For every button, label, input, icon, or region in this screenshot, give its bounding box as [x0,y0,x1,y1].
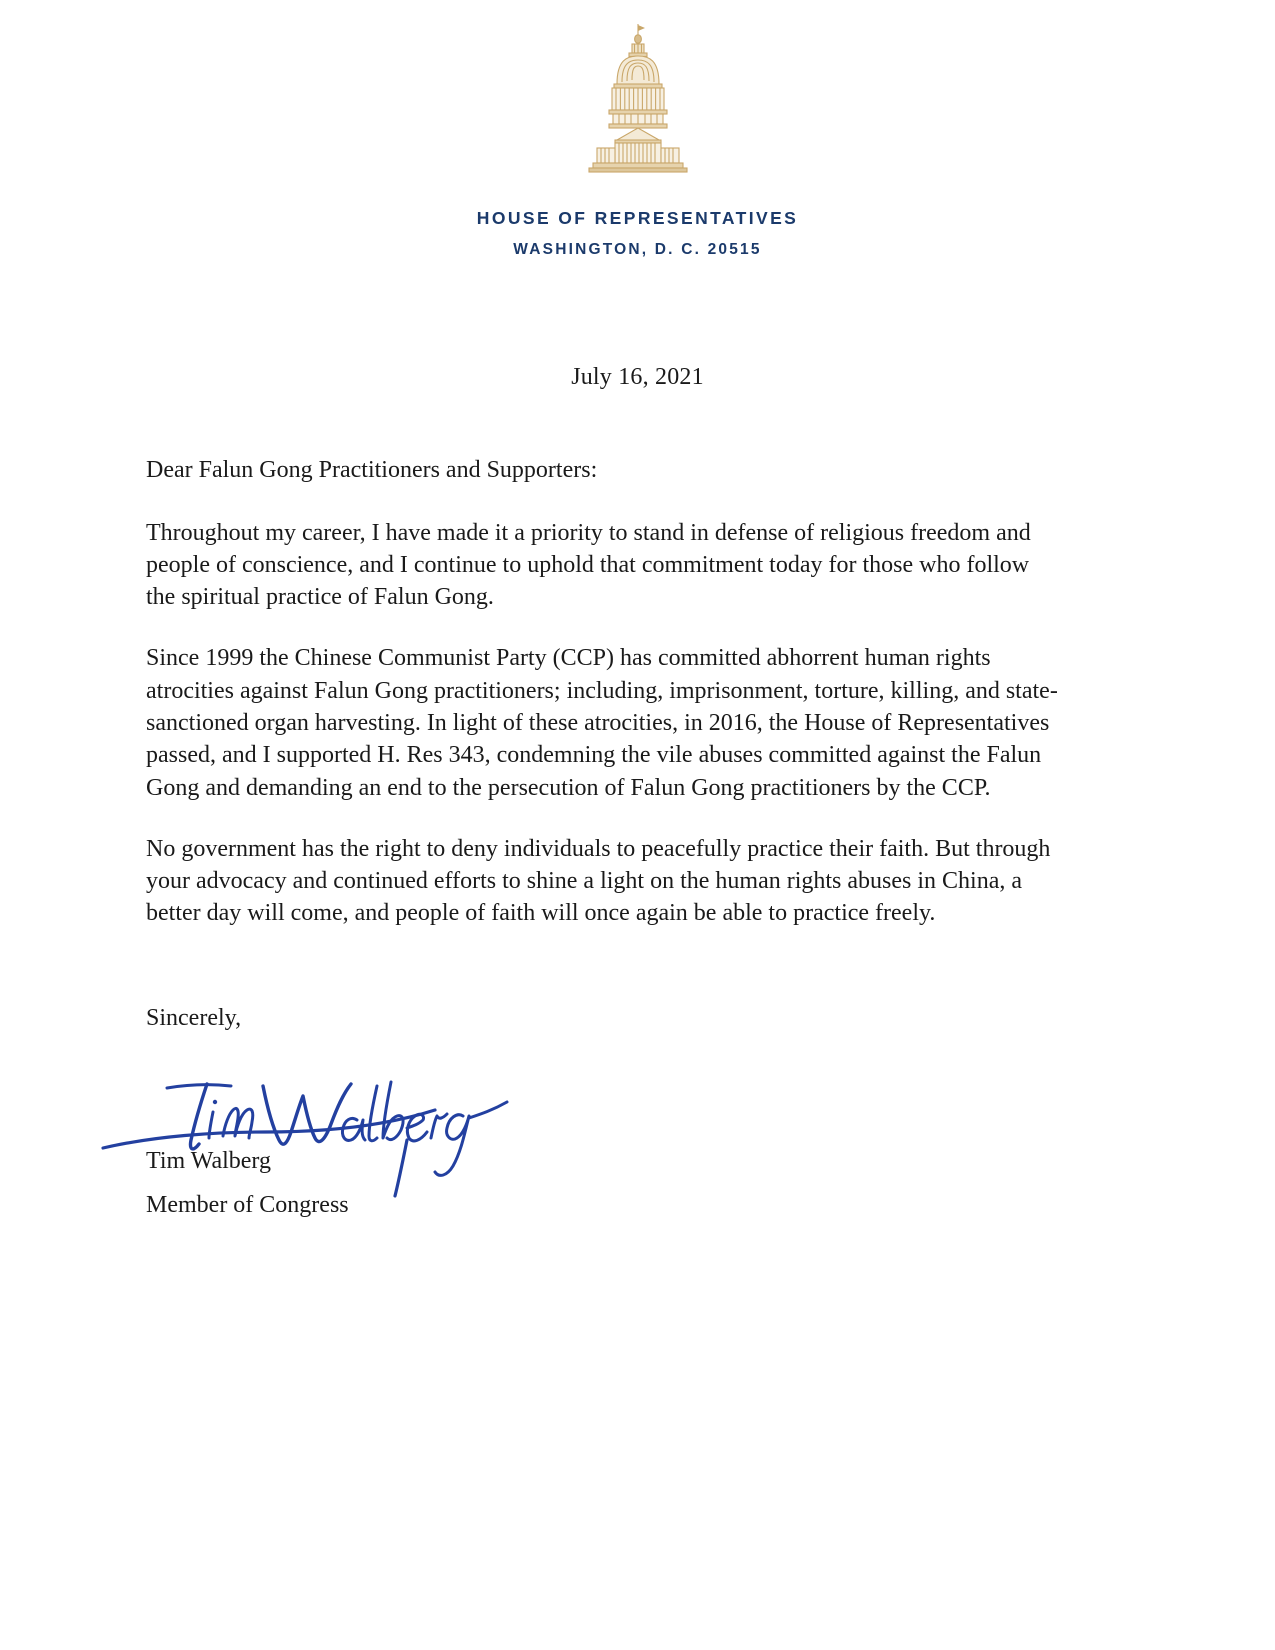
closing-salutation: Sincerely, [146,1005,242,1031]
salutation: Dear Falun Gong Practitioners and Supporters: [146,457,598,483]
letterhead-line-2: WASHINGTON, D. C. 20515 [513,241,762,258]
letter-body [146,455,1061,959]
paragraph-1: Throughout my career, I have made it a priority to stand in defense of religious freedom and people of conscience, and I continue to uphold that commitment today for those who follow the spiritual practice of Falun Gong. [146,519,1031,611]
closing-block [146,1005,746,1032]
signer-name: Tim Walberg [146,1148,271,1174]
signature-image [95,1040,515,1200]
paragraph-3: No government has the right to deny individuals to peacefully practice their faith. But through your advocacy and continued efforts to shine a light on the human rights abuses in China, a better day will come, and people of faith will once again be able to practice freely. [146,835,1051,927]
signer-title: Member of Congress [146,1192,349,1218]
letterhead [0,22,1275,259]
paragraph-2: Since 1999 the Chinese Communist Party (CCP) has committed abhorrent human rights atrocities against Falun Gong practitioners; including, imprisonment, torture, killing, and state-sanctioned organ harvesting. In light of these atrocities, in 2016, the House of Representatives passed, and I supported H. Res 343, condemning the vile abuses committed against the Falun Gong and demanding an end to the persecution of Falun Gong practitioners by the CCP. [146,645,1058,801]
letter-date: July 16, 2021 [571,364,704,390]
letterhead-line-1: HOUSE OF REPRESENTATIVES [476,208,799,228]
us-capitol-dome-icon [573,22,703,182]
